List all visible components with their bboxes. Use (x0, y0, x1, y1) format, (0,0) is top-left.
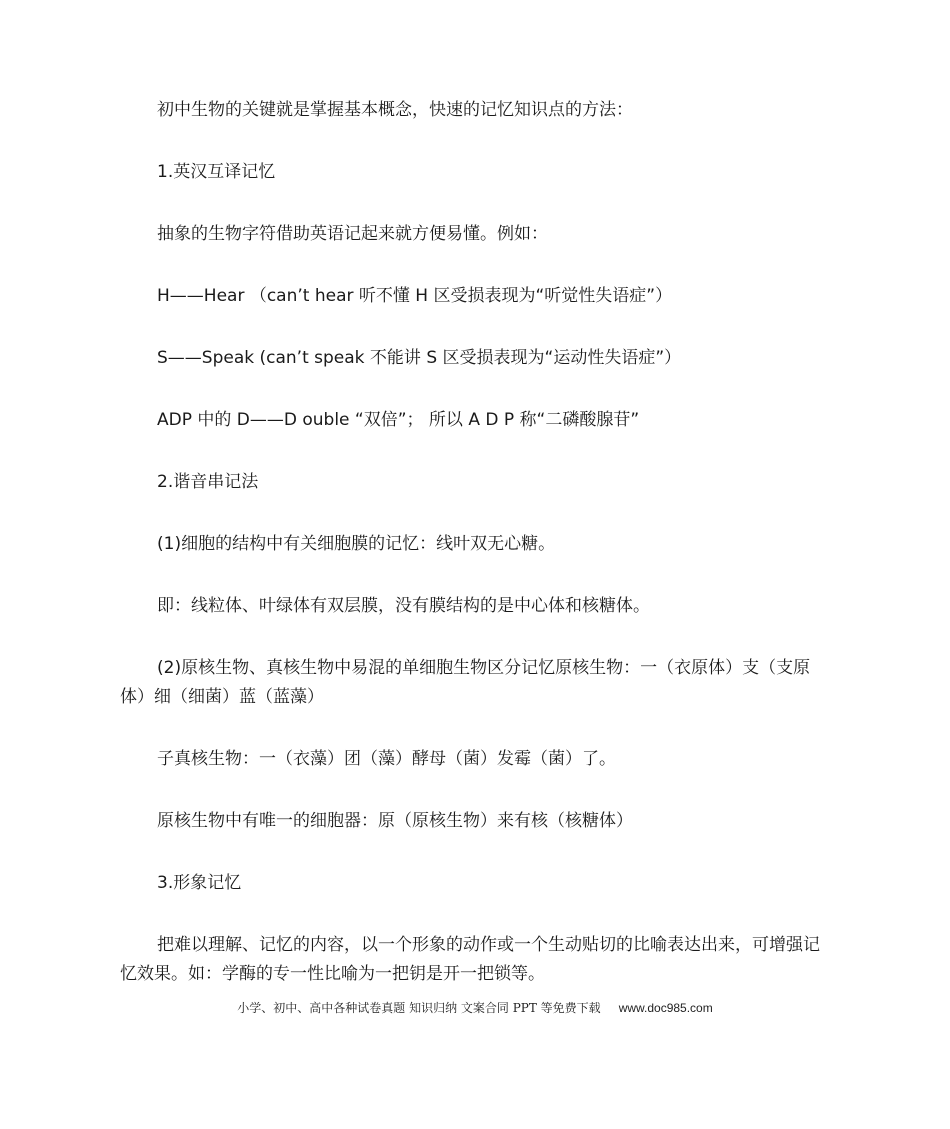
heading-homophone-memory: 2.谐音串记法 (157, 472, 259, 492)
footer-url[interactable]: www.doc985.com (618, 1001, 713, 1015)
paragraph-eukaryote: 子真核生物：一（衣藻）团（藻）酵母（菌）发霉（菌）了。 (157, 749, 616, 769)
paragraph-membrane-explanation: 即：线粒体、叶绿体有双层膜，没有膜结构的是中心体和核糖体。 (157, 596, 650, 616)
paragraph-h-hear: H——Hear （can’t hear 听不懂 H 区受损表现为“听觉性失语症”） (157, 286, 673, 306)
paragraph-adp: ADP 中的 D——D ouble “双倍”； 所以 A D P 称“二磷酸腺苷” (157, 410, 640, 430)
paragraph-prokaryote: (2)原核生物、真核生物中易混的单细胞生物区分记忆原核生物：一（衣原体）支（支原体）细（细菌）蓝（蓝藻） (120, 658, 811, 707)
paragraph-image-memory: 把难以理解、记忆的内容，以一个形象的动作或一个生动贴切的比喻表达出来，可增强记忆效果。如：学酶的专一性比喻为一把钥是开一把锁等。 (120, 935, 820, 984)
heading-image-memory: 3.形象记忆 (157, 873, 242, 893)
paragraph-intro: 初中生物的关键就是掌握基本概念，快速的记忆知识点的方法： (157, 100, 633, 120)
paragraph-abstract-symbols: 抽象的生物字符借助英语记起来就方便易懂。例如： (157, 224, 548, 244)
heading-english-chinese-memory: 1.英汉互译记忆 (157, 162, 276, 182)
paragraph-cell-membrane: (1)细胞的结构中有关细胞膜的记忆：线叶双无心糖。 (157, 534, 556, 554)
footer-text: 小学、初中、高中各种试卷真题 知识归纳 文案合同 PPT 等免费下载 (237, 1001, 601, 1015)
paragraph-s-speak: S——Speak (can’t speak 不能讲 S 区受损表现为“运动性失语症”） (157, 348, 682, 368)
page-footer (0, 998, 950, 1018)
document-body (120, 96, 832, 1022)
paragraph-organelle: 原核生物中有唯一的细胞器：原（原核生物）来有核（核糖体） (157, 811, 633, 831)
